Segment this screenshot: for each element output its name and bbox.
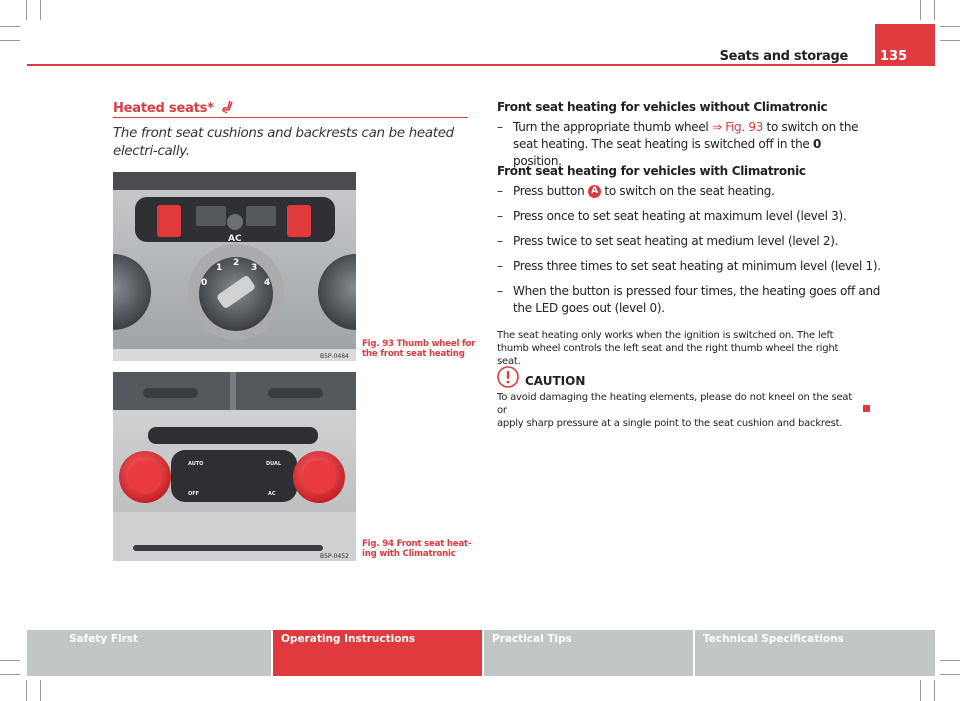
crop-mark bbox=[40, 0, 41, 20]
dial-1: 1 bbox=[216, 263, 223, 273]
crop-mark bbox=[40, 680, 41, 701]
ac-label: AC bbox=[228, 234, 242, 244]
list-item-text: When the button is pressed four times, the heating goes off and bbox=[513, 284, 881, 298]
section-title bbox=[113, 100, 235, 116]
caution-title: CAUTION bbox=[525, 374, 586, 388]
page-number: 135 bbox=[880, 49, 908, 64]
warning-icon bbox=[497, 366, 519, 388]
crop-mark bbox=[0, 26, 20, 27]
list-item-text: Turn the appropriate thumb wheel bbox=[513, 120, 712, 134]
crop-mark bbox=[0, 660, 20, 661]
header-rule bbox=[27, 64, 935, 66]
position-zero: 0 bbox=[813, 137, 822, 151]
figure-94-caption bbox=[362, 539, 471, 559]
ignition-note bbox=[497, 329, 857, 368]
list-item: Press twice to set seat heating at medium level (level 2). bbox=[513, 234, 839, 248]
list-item: Press three times to set seat heating at minimum level (level 1). bbox=[513, 259, 881, 273]
crop-mark bbox=[920, 680, 921, 701]
list-dash: – bbox=[497, 184, 503, 198]
figure-code: B5P-0484 bbox=[320, 353, 349, 360]
auto-label: AUTO bbox=[188, 461, 204, 467]
crop-mark bbox=[0, 40, 20, 41]
chapter-title: Seats and storage bbox=[719, 49, 848, 64]
list-dash: – bbox=[497, 259, 503, 273]
list-item bbox=[513, 283, 880, 317]
crop-mark bbox=[0, 674, 20, 675]
section-rule bbox=[113, 117, 468, 118]
dual-label: DUAL bbox=[266, 461, 282, 467]
footer-tab-technical-specifications[interactable]: Technical Specifications bbox=[695, 630, 935, 676]
figure-code: B5P-0452 bbox=[320, 553, 349, 560]
note-line: The seat heating only works when the ignition is switched on. The left bbox=[497, 330, 834, 341]
note-line: thumb wheel controls the left seat and the right thumb wheel the right seat. bbox=[497, 343, 839, 367]
figure-93-caption bbox=[362, 339, 475, 359]
dial-3: 3 bbox=[251, 263, 258, 273]
caption-line: Fig. 94 Front seat heat- bbox=[362, 539, 472, 549]
crop-mark bbox=[26, 0, 27, 20]
caption-line: Fig. 93 Thumb wheel for bbox=[362, 339, 476, 349]
heated-seat-icon bbox=[221, 100, 235, 114]
figure-94-image bbox=[113, 372, 356, 561]
list-item bbox=[513, 183, 775, 200]
crop-mark bbox=[940, 674, 960, 675]
list-dash: – bbox=[497, 234, 503, 248]
list-item-text: position. bbox=[513, 154, 562, 168]
crop-mark bbox=[934, 0, 935, 20]
list-item: Press once to set seat heating at maximum level (level 3). bbox=[513, 209, 847, 223]
caution-line: apply sharp pressure at a single point to the seat cushion and backrest. bbox=[497, 418, 843, 429]
crop-mark bbox=[940, 26, 960, 27]
footer-tab-operating-instructions[interactable]: Operating Instructions bbox=[273, 630, 482, 676]
dial-0: 0 bbox=[201, 278, 208, 288]
list-item-text: to switch on the seat heating. bbox=[600, 184, 775, 198]
section-title-text: Heated seats* bbox=[113, 101, 214, 116]
list-dash: – bbox=[497, 284, 503, 298]
crop-mark bbox=[940, 660, 960, 661]
footer-tab-safety-first[interactable]: Safety First bbox=[27, 630, 271, 676]
footer-tab-practical-tips[interactable]: Practical Tips bbox=[484, 630, 693, 676]
list-item-text: to switch on the bbox=[763, 120, 859, 134]
section-intro: The front seat cushions and backrests can be heated electri-cally. bbox=[113, 126, 454, 159]
caption-line: the front seat heating bbox=[362, 349, 465, 359]
section-end-marker bbox=[863, 405, 870, 412]
list-item-text: seat heating. The seat heating is switched off in the bbox=[513, 137, 813, 151]
dial-2: 2 bbox=[233, 258, 240, 268]
crop-mark bbox=[920, 0, 921, 20]
crop-mark bbox=[934, 680, 935, 701]
ac-label: AC bbox=[268, 491, 276, 497]
crop-mark bbox=[940, 40, 960, 41]
list-dash: – bbox=[497, 209, 503, 223]
dial-4: 4 bbox=[264, 278, 271, 288]
button-a-badge: A bbox=[588, 185, 601, 198]
figure-93-image bbox=[113, 172, 356, 361]
list-dash: – bbox=[497, 120, 503, 134]
caution-text bbox=[497, 391, 857, 430]
list-item bbox=[513, 119, 873, 170]
subheading-without-climatronic: Front seat heating for vehicles without Climatronic bbox=[497, 100, 828, 114]
off-label: OFF bbox=[188, 491, 200, 497]
crop-mark bbox=[26, 680, 27, 701]
subheading-with-climatronic: Front seat heating for vehicles with Climatronic bbox=[497, 164, 806, 178]
list-item-text: Press button bbox=[513, 184, 588, 198]
caution-line: To avoid damaging the heating elements, please do not kneel on the seat or bbox=[497, 392, 853, 416]
caption-line: ing with Climatronic bbox=[362, 549, 456, 559]
list-item-text: the LED goes out (level 0). bbox=[513, 301, 665, 315]
figure-93-link[interactable]: ⇒ Fig. 93 bbox=[711, 120, 764, 134]
